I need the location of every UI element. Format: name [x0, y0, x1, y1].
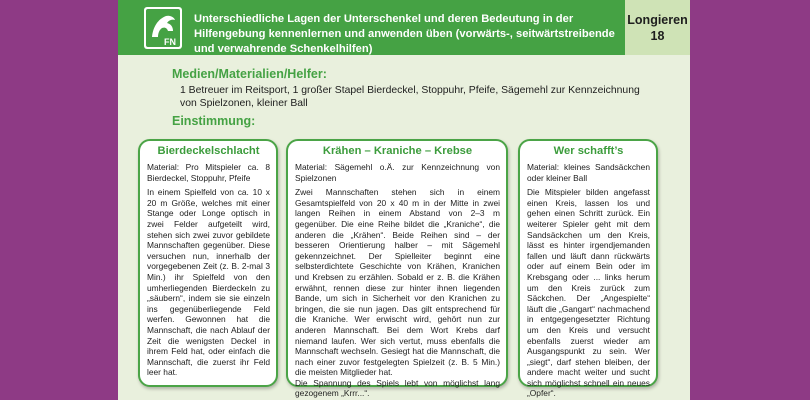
page-title: Unterschiedliche Lagen der Unterschenkel und deren Bedeutung in der Hilfengebung kennenlernen und anwenden üben (vorwärts-, seitwärtstreibende und verwahrende Schenkelhilfen)	[194, 13, 615, 55]
card-title: Krähen – Kraniche – Krebse	[322, 145, 473, 157]
fn-logo-icon	[144, 7, 182, 49]
intro-heading: Einstimmung:	[172, 114, 256, 128]
game-card-kraehen-kraniche-krebse	[286, 139, 508, 399]
materials-text: 1 Betreuer im Reitsport, 1 großer Stapel Bierdeckel, Stoppuhr, Pfeife, Sägemehl zur Kennzeichnung von Spielzonen, kleiner Ball	[180, 85, 640, 109]
card-body	[527, 162, 650, 399]
card-title: Wer schafft’s	[553, 145, 624, 157]
card-materials: Material: kleines Sandsäckchen oder kleiner Ball	[527, 162, 650, 183]
card-description-note: Die Spannung des Spiels lebt von möglichst lang gezogenem „Krrr...“.	[295, 377, 500, 399]
card-description: In einem Spielfeld von ca. 10 x 20 m Größe, welches mit einer Stange oder Longe optisch in zwei Felder aufgeteilt wird, stehen sich zwei zuvor gebildete Mannschaften gegenüber. Diese versuchen nun, innerhalb der vorgegebenen Zeit (z. B. 2-mal 3 Min.) ihr Spielfeld von den umherliegenden Bierdeckeln zu „säubern“, indem sie sie einzeln ins gegenüberliegende Feld werfen. Gewonnen hat die Mannschaft, die nach Ablauf der Zeit die wenigsten Deckel in ihrem Feld hat, oder einfach die Mannschaft, die zuerst ihr Feld leer hat.	[147, 187, 270, 378]
game-card-bierdeckelschlacht	[138, 139, 278, 387]
card-body	[147, 162, 270, 378]
card-materials: Material: Sägemehl o.Ä. zur Kennzeichnung von Spielzonen	[295, 162, 500, 183]
card-description: Die Mitspieler bilden angefasst einen Kreis, lassen los und gehen einen Schritt zurück. Ein weiterer Spieler geht mit dem Sandsäckchen um den Kreis, lässt es hinter irgendjemanden fallen und läuft dann rückwärts oder auf einem Bein oder im Krebsgang oder ... links herum um den Kreis zurück zum Säckchen. Der „Angespielte“ läuft die „Gangart“ nachmachend in entgegengesetzter Richtung um den Kreis und versucht ebenfalls zuerst wieder am Ausgangspunkt zu sein. Wer „siegt“, darf stehen bleiben, der andere macht weiter und sucht sich möglichst schnell ein neues „Opfer“.	[527, 187, 650, 399]
card-title: Bierdeckelschlacht	[157, 145, 260, 157]
category-badge	[625, 0, 690, 55]
materials-heading: Medien/Materialien/Helfer:	[172, 67, 327, 81]
header-bar	[118, 0, 690, 55]
worksheet-page	[118, 0, 690, 400]
card-description: Zwei Mannschaften stehen sich in einem Gesamtspielfeld von 20 x 40 m in der Mitte in zwei langen Reihen in einem Abstand von 2–3 m gegenüber. Die eine Reihe bildet die „Kraniche“, die anderen die „Krähen“. Beide Reihen sind – der besseren Orientierung halber – mit Sägemehl gekennzeichnet. Der Spielleiter beginnt eine selbsterdichtete Geschichte von Krähen, Kranichen und Krebsen zu erzählen. Sobald er z. B. die Krähen erwähnt, rennen diese zur hinter ihnen liegenden Bande, um sich in Sicherheit vor den Kranichen zu bringen, die sie nun jagen. Das gilt entsprechend für die Kraniche. Wer erwischt wird, gehört nun zur anderen Mannschaft. Bei dem Wort Krebs darf niemand laufen. Wer sich vertut, muss ebenfalls die Mannschaft wechseln. Gesiegt hat die Mannschaft, die nach einer zuvor festgelegten Spielzeit (z. B. 5 Min.) die meisten Mitglieder hat.	[295, 187, 500, 378]
badge-label: Longieren	[627, 13, 688, 27]
game-card-wer-schaffts	[518, 139, 658, 399]
logo-text: FN	[164, 37, 176, 47]
badge-number: 18	[650, 29, 665, 43]
card-body	[295, 162, 500, 399]
card-materials: Material: Pro Mitspieler ca. 8 Bierdeckel, Stoppuhr, Pfeife	[147, 162, 270, 183]
